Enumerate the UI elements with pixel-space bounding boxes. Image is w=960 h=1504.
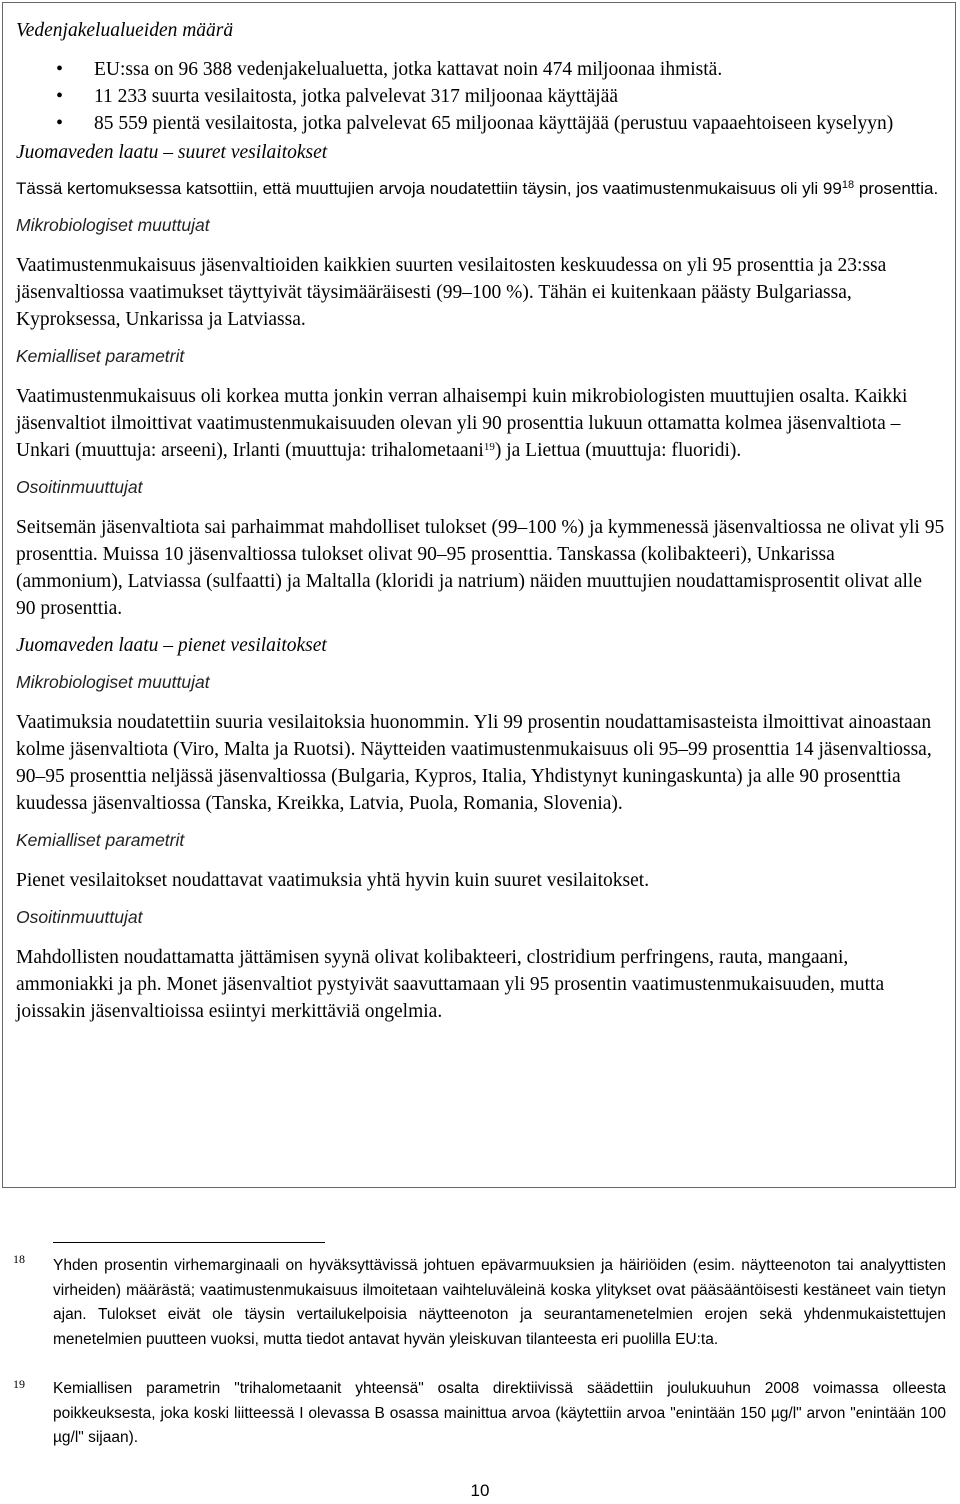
footnote-separator [53,1242,325,1243]
section-title-large-plants: Juomaveden laatu – suuret vesilaitokset [16,142,328,163]
chem-text: Vaatimustenmukaisuus oli korkea mutta jonkin verran alhaisempi kuin mikrobiologisten muuttujien osalta. Kaikki jäsenvaltiot ilmoittivat vaatimustenmukaisuuden olevan yli 90 prosenttia lukuun ottamatta kolmea jäsenvaltiota – Unkari (muuttuja: arseeni), Irlanti (muuttuja: trihalometaani [16,386,908,461]
footnote-number: 18 [13,1252,25,1266]
label-indicator-large: Osoitinmuuttujat [16,477,143,497]
para-micro-large: Vaatimustenmukaisuus jäsenvaltioiden kaikkien suurten vesilaitosten keskuudessa on yli 95 prosenttia ja 23:ssa jäsenvaltiossa vaatimukset täyttyivät täysimääräisesti (99–100 %). Tähän ei kuitenkaan päästy Bulgariassa, Kyproksessa, Unkarissa ja Latviassa. [16,255,887,330]
intro-text: Tässä kertomuksessa katsottiin, että muuttujien arvoja noudatettiin täysin, jos vaatimustenmukaisuus oli yli 99 [16,179,842,198]
page-number: 10 [470,1481,490,1500]
section-title-small-plants: Juomaveden laatu – pienet vesilaitokset [16,635,327,656]
chem-text-end: ) ja Liettua (muuttuja: fluoridi). [494,440,742,461]
intro-text-end: prosenttia. [854,179,939,198]
label-micro-large: Mikrobiologiset muuttujat [16,215,210,235]
bullet-item: • 85 559 pientä vesilaitosta, jotka palvelevat 65 miljoonaa käyttäjää (perustuu vapaaehtoiseen kyselyyn) [94,110,945,137]
footnote-number: 19 [13,1377,25,1391]
footnote-18: Yhden prosentin virhemarginaali on hyväksyttävissä johtuen epävarmuuksien ja häiriöiden (esim. näytteenoton tai analyyttisten virheiden) määrästä; vaatimustenmukaisuus ilmoitetaan vaihteluväleinä koska ylitykset ovat pääsääntöisesti kestäneet vain tietyn ajan. Tulokset eivät ole täysin vertailukelpoisia näytteenoton ja seurantamenetelmien erojen sekä yhdenmukaistettujen menetelmien puutteen vuoksi, mutta tiedot antavat hyvän yleiskuvan tilanteesta eri puolilla EU:ta. [53,1257,946,1348]
label-micro-small: Mikrobiologiset muuttujat [16,672,210,692]
label-chem-small: Kemialliset parametrit [16,830,185,850]
para-chem-small: Pienet vesilaitokset noudattavat vaatimuksia yhtä hyvin kuin suuret vesilaitokset. [16,870,650,891]
footnote-ref-19: 19 [483,440,495,453]
para-indicator-large: Seitsemän jäsenvaltiota sai parhaimmat mahdolliset tulokset (99–100 %) ja kymmenessä jäsenvaltiossa ne olivat yli 95 prosenttia. Muissa 10 jäsenvaltiossa tulokset olivat 90–95 prosenttia. Tanskassa (kolibakteeri), Unkarissa (ammonium), Latviassa (sulfaatti) ja Maltalla (kloridi ja natrium) näiden muuttujien noudattamisprosentit olivat alle 90 prosenttia. [16,517,945,619]
intro-paragraph [16,176,945,202]
para-chem-large [16,383,945,464]
content-box [2,2,956,1188]
bullet-item: • EU:ssa on 96 388 vedenjakelualuetta, jotka kattavat noin 474 miljoonaa ihmistä. [94,56,945,83]
supply-bullets [16,56,945,137]
footnote-19: Kemiallisen parametrin "trihalometaanit yhteensä" osalta direktiivissä säädettiin joulukuuhun 2008 voimassa olleesta poikkeuksesta, joka koski liitteessä I olevassa B osassa mainittua arvoa (käytettiin arvoa "enintään 150 µg/l" arvon "enintään 100 µg/l" sijaan). [53,1380,946,1446]
para-micro-small: Vaatimuksia noudatettiin suuria vesilaitoksia huonommin. Yli 99 prosentin noudattamisasteista ilmoittivat ainoastaan kolme jäsenvaltiota (Viro, Malta ja Ruotsi). Näytteiden vaatimustenmukaisuus oli 95–99 prosenttia 14 jäsenvaltiossa, 90–95 prosenttia neljässä jäsenvaltiossa (Bulgaria, Kypros, Italia, Yhdistynyt kuningaskunta) ja alle 90 prosenttia kuudessa jäsenvaltiossa (Tanska, Kreikka, Latvia, Puola, Romania, Slovenia). [16,712,932,814]
section-title-supply-areas: Vedenjakelualueiden määrä [16,20,234,41]
footnote-ref-18: 18 [841,178,855,191]
label-chem-large: Kemialliset parametrit [16,346,185,366]
para-indicator-small: Mahdollisten noudattamatta jättämisen syynä olivat kolibakteeri, clostridium perfringens, rauta, mangaani, ammoniakki ja ph. Monet jäsenvaltiot pystyivät saavuttamaan yli 95 prosentin vaatimustenmukaisuuden, mutta joissakin jäsenvaltioissa esiintyi merkittäviä ongelmia. [16,947,885,1022]
label-indicator-small: Osoitinmuuttujat [16,907,143,927]
bullet-item: • 11 233 suurta vesilaitosta, jotka palvelevat 317 miljoonaa käyttäjää [94,83,945,110]
